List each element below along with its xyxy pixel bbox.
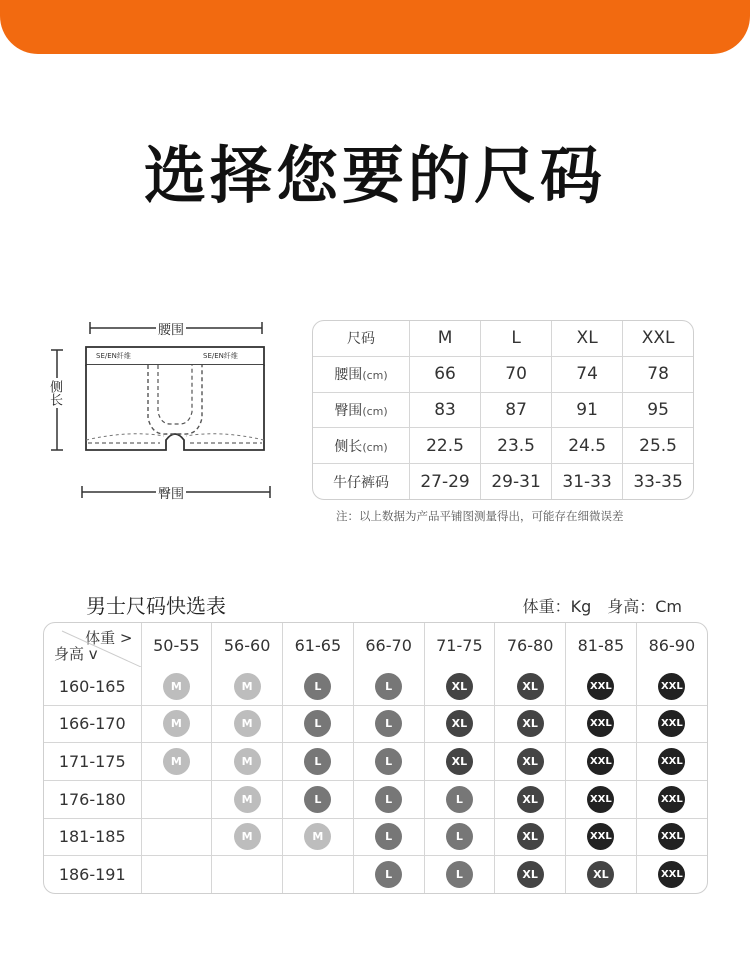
size-row [313,428,693,464]
size-badge: XL [517,748,544,775]
size-badge: L [446,786,473,813]
weight-range-header: 50-55 [141,623,212,668]
quick-select-cell [141,743,212,781]
weight-range-header: 61-65 [283,623,354,668]
size-row-label: 腰围(cm) [313,356,410,392]
size-badge: M [163,748,190,775]
size-row [313,464,693,499]
size-badge: XL [517,861,544,888]
size-badge: XL [517,673,544,700]
quick-select-cell [283,856,354,893]
size-badge: L [375,748,402,775]
measurement-note: 注：以上数据为产品平铺图测量得出，可能存在细微误差 [336,509,624,523]
quick-select-cell [283,668,354,705]
quick-select-row [44,780,707,818]
size-badge: XXL [658,823,685,850]
quick-select-table [43,622,708,894]
size-cell: 83 [410,392,481,428]
quick-select-cell [212,705,283,743]
quick-select-cell [353,856,424,893]
size-badge: L [375,710,402,737]
quick-select-row [44,705,707,743]
size-row-label: 臀围(cm) [313,392,410,428]
quick-select-cell [636,780,707,818]
size-badge: XL [446,710,473,737]
size-cell: 87 [481,392,552,428]
quick-select-cell [566,780,637,818]
weight-range-header: 86-90 [648,635,696,655]
quick-select-cell [636,856,707,893]
quick-select-cell [495,856,566,893]
size-cell: 25.5 [623,428,693,464]
size-badge: M [304,823,331,850]
quick-select-cell [424,705,495,743]
quick-select-cell [495,818,566,856]
underwear-diagram [40,300,280,520]
quick-select-cell [141,818,212,856]
side-length-label: 侧长 [47,380,62,406]
size-badge: XXL [587,673,614,700]
size-badge: XXL [587,823,614,850]
size-cell: 33-35 [633,471,683,492]
quick-select-cell [424,668,495,705]
weight-range-header: 71-75 [424,623,495,668]
size-badge: L [375,823,402,850]
quick-select-cell [566,668,637,705]
quick-select-cell [212,856,283,893]
quick-select-cell [636,668,707,705]
size-badge: XXL [587,710,614,737]
quick-select-cell [283,780,354,818]
quick-select-cell [283,705,354,743]
size-header-cell: M [410,321,481,356]
quick-select-cell [353,668,424,705]
quick-select-cell [566,856,637,893]
quick-select-cell [141,856,212,893]
quick-select-row [44,668,707,705]
quick-select-row [44,818,707,856]
quick-select-cell [636,705,707,743]
size-badge: L [446,861,473,888]
quick-select-cell [636,743,707,781]
quick-select-cell [424,856,495,893]
quick-select-cell [283,743,354,781]
size-header-row [313,321,693,356]
quick-select-cell [424,818,495,856]
quick-select-cell [566,743,637,781]
size-cell: 27-29 [410,464,481,499]
size-badge: XXL [587,786,614,813]
weight-range-header: 76-80 [495,623,566,668]
size-cell: 78 [623,356,693,392]
size-badge: L [375,786,402,813]
quick-select-cell [353,818,424,856]
size-row [313,356,693,392]
quick-select-cell [495,668,566,705]
height-range-label: 166-170 [44,705,141,743]
size-cell: 95 [623,392,693,428]
size-header-label: 尺码 [313,321,410,356]
size-cell: 31-33 [552,464,623,499]
brand-mark-left: SE/EN纤维 [96,352,131,360]
size-badge: M [234,673,261,700]
quick-select-row [44,743,707,781]
size-badge: M [234,710,261,737]
weight-range-header: 66-70 [353,623,424,668]
quick-select-cell [495,780,566,818]
size-badge: L [304,710,331,737]
size-badge: XL [517,823,544,850]
size-chart-table [312,320,694,500]
quick-select-cell [212,780,283,818]
quick-select-cell [424,743,495,781]
size-cell: 24.5 [552,428,623,464]
quick-select-header-row [44,623,707,668]
height-range-label: 176-180 [44,780,141,818]
height-range-label: 171-175 [44,743,141,781]
size-badge: XL [517,710,544,737]
weight-range-header: 81-85 [566,623,637,668]
quick-select-cell [141,780,212,818]
size-badge: XXL [658,710,685,737]
quick-select-cell [495,743,566,781]
height-range-label: 181-185 [44,818,141,856]
size-badge: XXL [658,861,685,888]
size-cell: 29-31 [481,464,552,499]
size-badge: XL [517,786,544,813]
quick-select-legend: 体重：Kg 身高：Cm [522,597,682,616]
quick-select-cell [212,743,283,781]
size-badge: L [304,748,331,775]
size-badge: L [304,673,331,700]
size-cell: 91 [552,392,623,428]
size-badge: XXL [658,673,685,700]
size-row-label: 牛仔裤码 [313,464,410,499]
size-badge: M [234,786,261,813]
size-badge: M [234,823,261,850]
brand-mark-right: SE/EN纤维 [203,352,238,360]
hip-label: 臀围 [156,483,186,502]
quick-select-cell [353,705,424,743]
size-badge: L [446,823,473,850]
height-range-label: 160-165 [44,668,141,705]
quick-select-cell [566,705,637,743]
height-range-label: 186-191 [44,856,141,893]
size-badge: M [163,673,190,700]
size-header-cell: L [481,321,552,356]
size-cell: 22.5 [410,428,481,464]
size-cell: 66 [410,356,481,392]
size-header-cell: XXL [623,321,693,356]
size-badge: L [304,786,331,813]
size-badge: M [163,710,190,737]
size-badge: XXL [587,748,614,775]
quick-select-cell [212,818,283,856]
waist-label: 腰围 [156,319,186,338]
quick-select-corner [44,623,141,668]
page-title: 选择您要的尺码 [143,139,606,212]
quick-select-cell [353,743,424,781]
size-badge: XXL [658,786,685,813]
size-badge: L [375,673,402,700]
quick-select-cell [636,818,707,856]
size-badge: XL [446,748,473,775]
size-row [313,392,693,428]
size-cell: 23.5 [481,428,552,464]
quick-select-cell [212,668,283,705]
quick-select-cell [141,668,212,705]
quick-select-title: 男士尺码快选表 [86,594,226,618]
quick-select-cell [353,780,424,818]
size-cell: 74 [552,356,623,392]
size-cell: 70 [481,356,552,392]
quick-select-cell [495,705,566,743]
diagonal-divider-icon [44,623,141,667]
size-badge: XXL [658,748,685,775]
size-badge: XL [446,673,473,700]
quick-select-cell [424,780,495,818]
weight-range-header: 56-60 [212,623,283,668]
size-badge: M [234,748,261,775]
height-axis-label: 身高 v [54,644,98,663]
size-badge: L [375,861,402,888]
size-row-label: 侧长(cm) [313,428,410,464]
quick-select-cell [566,818,637,856]
top-banner [0,0,750,54]
quick-select-cell [141,705,212,743]
quick-select-row [44,856,707,893]
size-header-cell: XL [552,321,623,356]
quick-select-cell [283,818,354,856]
size-badge: XL [587,861,614,888]
weight-axis-label: 体重 > [85,629,133,647]
